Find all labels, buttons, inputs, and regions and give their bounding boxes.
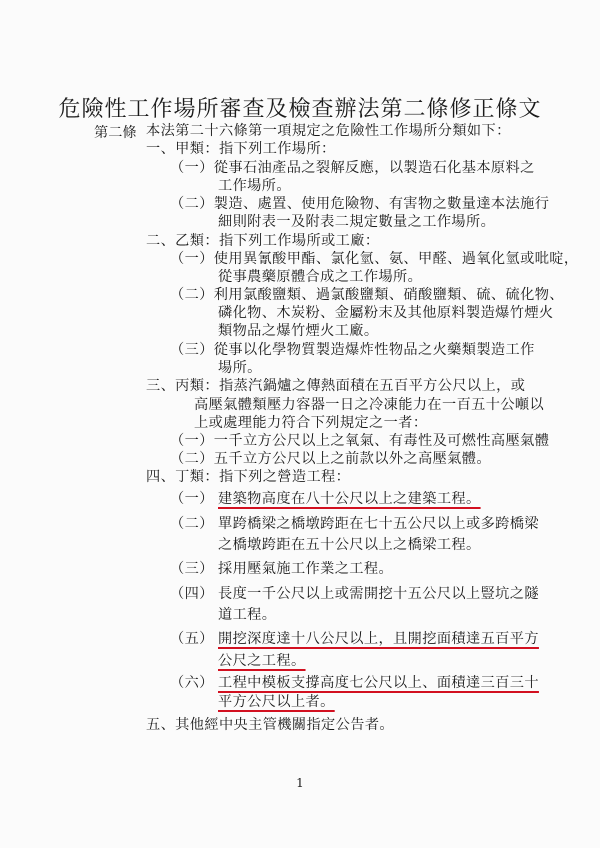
item-number: （五） — [170, 631, 214, 647]
article-label: 第二條 — [94, 125, 137, 141]
text-line: 上或處理能力符合下列規定之一者： — [194, 415, 428, 431]
text-line: 高壓氣體類壓力容器一日之冷凍能力在一百五十公噸以 — [194, 397, 545, 413]
text-line: 採用壓氣施工作業之工程。 — [218, 561, 394, 577]
text-line: （一）使用異氰酸甲酯、氯化氫、氨、甲醛、過氧化氫或吡啶， — [170, 251, 579, 267]
highlighted-line: 開挖深度達十八公尺以上，且開挖面積達五百平方 — [218, 631, 539, 647]
document-title: 危險性工作場所審查及檢查辦法第二條修正條文 — [58, 97, 542, 122]
highlighted-line: 建築物高度在八十公尺以上之建築工程。 — [218, 491, 481, 507]
text-line: （一）從事石油產品之裂解反應，以製造石化基本原料之 — [170, 160, 535, 176]
text-line: 細則附表一及附表二規定數量之工作場所。 — [218, 214, 496, 230]
item-number: （一） — [170, 491, 214, 507]
text-line: 五、其他經中央主管機關指定公告者。 — [146, 717, 394, 733]
text-line: （一）一千立方公尺以上之氧氣、有毒性及可燃性高壓氣體 — [170, 433, 550, 449]
highlighted-line: 公尺之工程。 — [218, 653, 306, 669]
text-line: 場所。 — [218, 360, 262, 376]
text-line: 長度一千公尺以上或需開挖十五公尺以上豎坑之隧 — [218, 586, 539, 602]
text-line: （二）利用氯酸鹽類、過氯酸鹽類、硝酸鹽類、硫、硫化物、 — [170, 287, 564, 303]
text-line: 工作場所。 — [218, 178, 291, 194]
highlighted-line: 平方公尺以上者。 — [218, 694, 335, 710]
text-line: 從事農藥原體合成之工作場所。 — [218, 269, 423, 285]
item-number: （四） — [170, 586, 214, 602]
text-line: 單跨橋梁之橋墩跨距在七十五公尺以上或多跨橋梁 — [218, 516, 539, 532]
item-number: （六） — [170, 675, 214, 691]
text-line: 道工程。 — [218, 607, 277, 623]
highlighted-line: 工程中模板支撐高度七公尺以上、面積達三百三十 — [218, 675, 539, 691]
page-number: 1 — [296, 776, 304, 790]
item-number: （三） — [170, 561, 214, 577]
text-line: 磷化物、木炭粉、金屬粉末及其他原料製造爆竹煙火 — [218, 305, 554, 321]
text-line: 三、丙類：指蒸汽鍋爐之傳熱面積在五百平方公尺以上，或 — [146, 378, 526, 394]
text-line: 一、甲類：指下列工作場所： — [146, 141, 336, 157]
text-line: 類物品之爆竹煙火工廠。 — [218, 323, 379, 339]
text-line: （二）五千立方公尺以上之前款以外之高壓氣體。 — [170, 451, 491, 467]
text-line: 四、丁類：指下列之營造工程： — [146, 469, 351, 485]
text-line: 本法第二十六條第一項規定之危險性工作場所分類如下： — [146, 123, 511, 139]
text-line: 二、乙類：指下列工作場所或工廠： — [146, 233, 380, 249]
text-line: 之橋墩跨距在五十公尺以上之橋梁工程。 — [218, 537, 481, 553]
text-line: （二）製造、處置、使用危險物、有害物之數量達本法施行 — [170, 196, 550, 212]
text-line: （三）從事以化學物質製造爆炸性物品之火藥類製造工作 — [170, 342, 535, 358]
item-number: （二） — [170, 516, 214, 532]
